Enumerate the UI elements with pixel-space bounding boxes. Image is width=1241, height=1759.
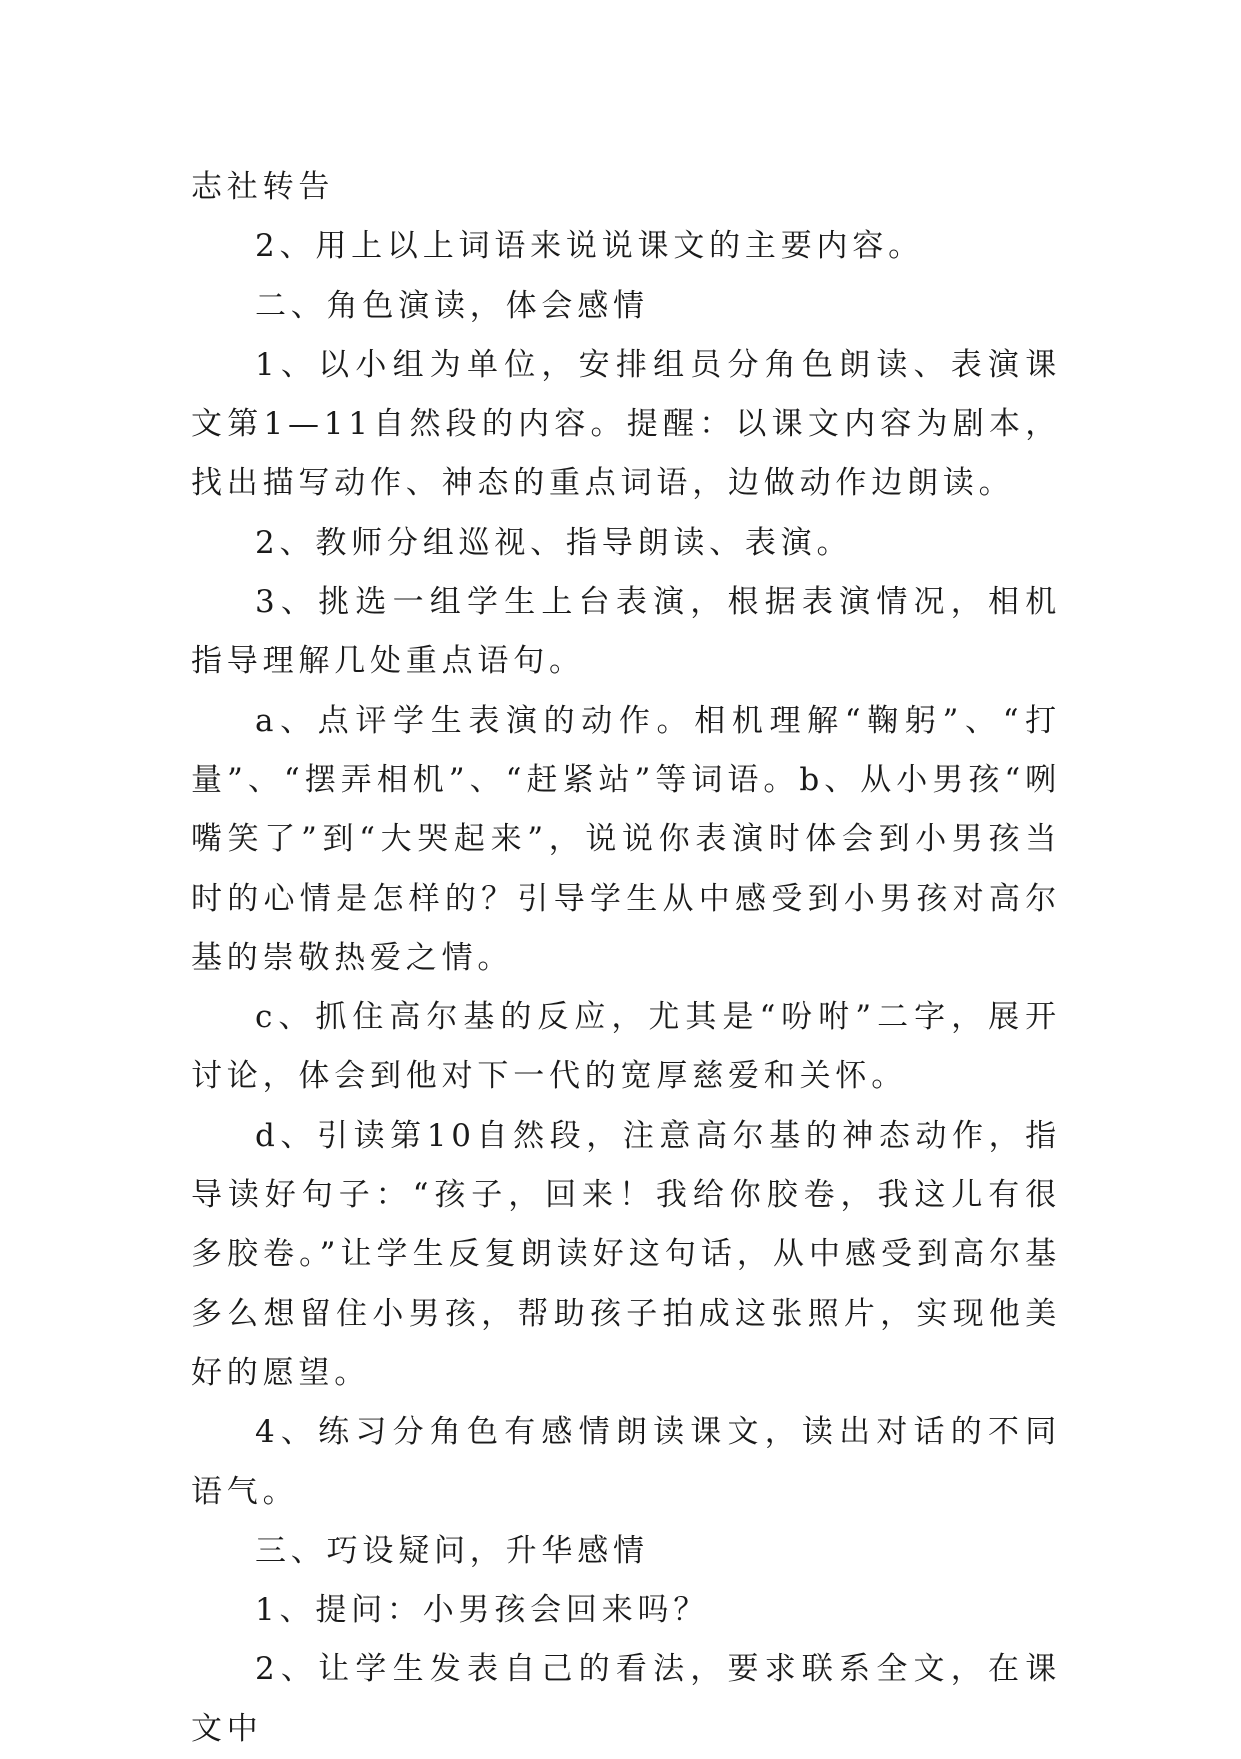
section-heading-3: 三、巧设疑问，升华感情 [255,1532,649,1569]
paragraph-6: 3、挑选一组学生上台表演，根据表演情况，相机指导理解几处重点语句。 [191,584,1061,680]
paragraph-13: 2、让学生发表自己的看法，要求联系全文，在课文中 [191,1651,1061,1747]
paragraph-5: 2、教师分组巡视、指导朗读、表演。 [255,524,853,561]
paragraph-7: a、点评学生表演的动作。相机理解“鞠躬”、“打量”、“摆弄相机”、“赶紧站”等词语。b、从小男孩“咧嘴笑了”到“大哭起来”，说说你表演时体会到小男孩当时的心情是怎样的？引导学生从中感受到小男孩对高尔基的崇敬热爱之情。 [191,702,1061,976]
document-page [191,158,1061,1759]
paragraph-9: d、引读第10自然段，注意高尔基的神态动作，指导读好句子：“孩子，回来！我给你胶卷，我这儿有很多胶卷。”让学生反复朗读好这句话，从中感受到高尔基多么想留住小男孩，帮助孩子拍成这张照片，实现他美好的愿望。 [191,1117,1061,1391]
paragraph-2: 2、用上以上词语来说说课文的主要内容。 [255,228,924,265]
paragraph-4: 1、以小组为单位，安排组员分角色朗读、表演课文第1—11自然段的内容。提醒：以课文内容为剧本，找出描写动作、神态的重点词语，边做动作边朗读。 [191,346,1061,502]
paragraph-1: 志社转告 [191,169,335,205]
paragraph-12: 1、提问：小男孩会回来吗？ [255,1592,710,1629]
paragraph-8: c、抓住高尔基的反应，尤其是“吩咐”二字，展开讨论，体会到他对下一代的宽厚慈爱和关怀。 [191,999,1061,1095]
paragraph-10: 4、练习分角色有感情朗读课文，读出对话的不同语气。 [191,1414,1061,1510]
section-heading-2: 二、角色演读，体会感情 [255,287,649,324]
